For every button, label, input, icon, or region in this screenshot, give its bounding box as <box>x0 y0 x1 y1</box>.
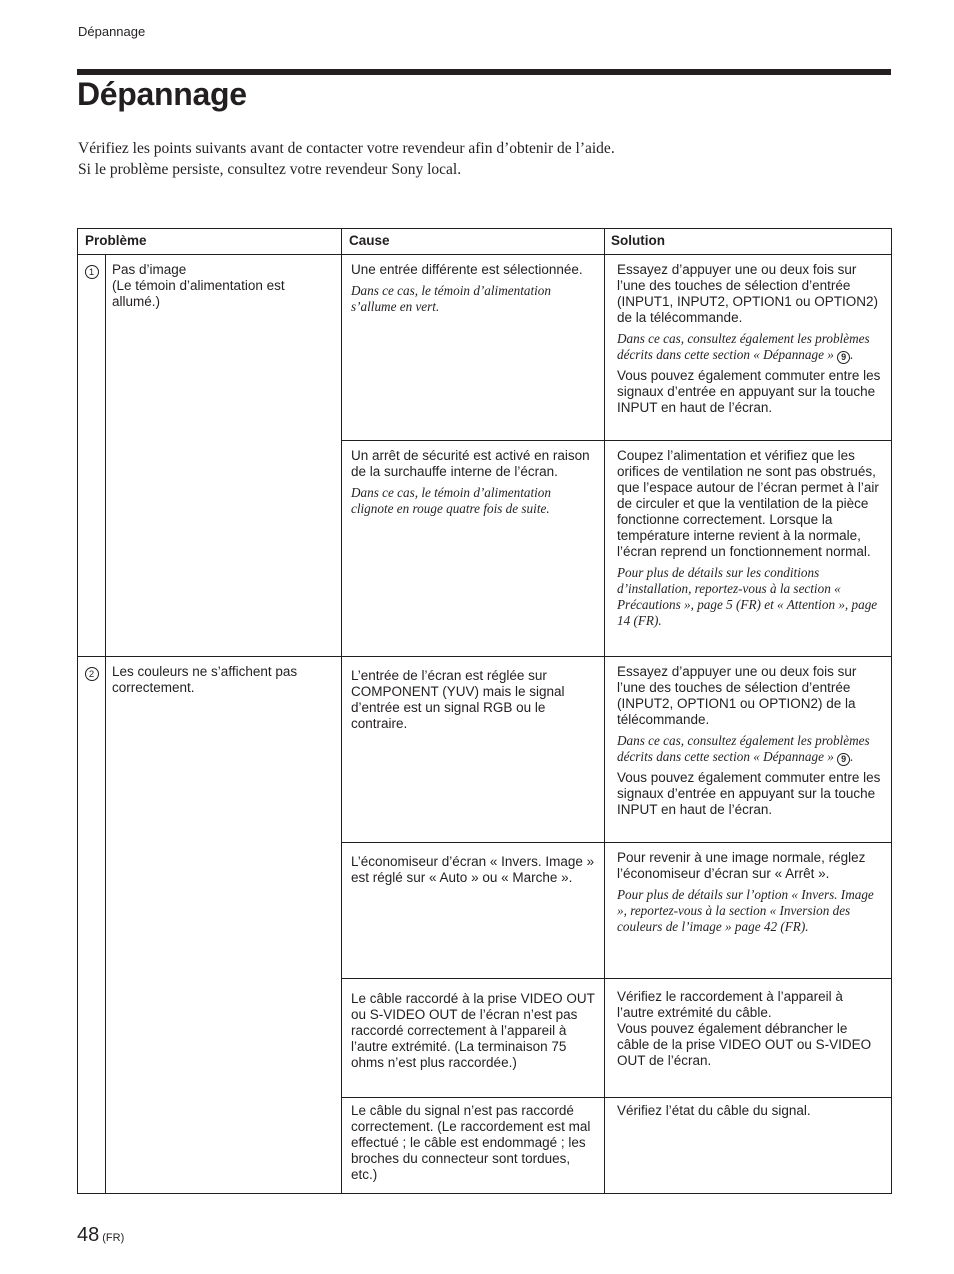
table-row <box>78 255 892 441</box>
solution-cell <box>605 979 892 1098</box>
solution-text: Vérifiez l’état du câble du signal. <box>617 1103 811 1118</box>
cause-cell <box>342 255 605 441</box>
running-header: Dépannage <box>78 24 146 39</box>
solution-cell <box>605 255 892 441</box>
problem-text: (Le témoin d’alimentation est allumé.) <box>112 278 285 309</box>
cause-text: L’entrée de l’écran est réglée sur COMPONENT (YUV) mais le signal d’entrée est un signal RGB ou le contraire. <box>351 668 565 731</box>
cause-cell <box>342 843 605 979</box>
cause-text: Une entrée différente est sélectionnée. <box>351 262 583 277</box>
solution-note: Dans ce cas, consultez également les problèmes décrits dans cette section « Dépannage » 9 . <box>617 733 870 764</box>
section-ref-circled-number: 9 <box>837 753 850 766</box>
solution-note-text: Dans ce cas, consultez également les problèmes décrits dans cette section « Dépannage » <box>617 733 870 764</box>
solution-cell <box>605 1098 892 1194</box>
intro-line-2: Si le problème persiste, consultez votre revendeur Sony local. <box>78 161 462 178</box>
header-solution: Solution <box>605 229 892 255</box>
cause-cell <box>342 1098 605 1194</box>
solution-extra: Vous pouvez également commuter entre les signaux d’entrée en appuyant sur la touche INPUT en haut de l’écran. <box>617 368 881 415</box>
cause-text: Le câble du signal n’est pas raccordé correctement. (Le raccordement est mal effectué ; le câble est endommagé ; les broches du connecteur sont tordues, etc.) <box>351 1103 591 1182</box>
table-row <box>78 657 892 843</box>
page-title: Dépannage <box>77 76 247 112</box>
solution-text: Coupez l’alimentation et vérifiez que les orifices de ventilation ne sont pas obstrués, que l’espace autour de l’écran permet à l’air de circuler et que la ventilation de la pièce fonctionne correctement. Lorsque la température interne revient à la normale, l’écran reprend un fonctionnement normal. <box>617 448 879 559</box>
cause-cell <box>342 441 605 657</box>
problem-cell <box>106 255 342 657</box>
page-number: 48 <box>77 1224 100 1246</box>
solution-text: Essayez d’appuyer une ou deux fois sur l’une des touches de sélection d’entrée (INPUT2, OPTION1 ou OPTION2) de la télécommande. <box>617 664 857 727</box>
intro-line-1: Vérifiez les points suivants avant de contacter votre revendeur afin d’obtenir de l’aide. <box>78 140 615 157</box>
cause-note: Dans ce cas, le témoin d’alimentation s’allume en vert. <box>351 283 551 314</box>
cause-text: Un arrêt de sécurité est activé en raison de la surchauffe interne de l’écran. <box>351 448 590 479</box>
solution-note: Dans ce cas, consultez également les problèmes décrits dans cette section « Dépannage » 9 . <box>617 331 870 362</box>
cause-text: L’économiseur d’écran « Invers. Image » est réglé sur « Auto » ou « Marche ». <box>351 854 595 885</box>
problem-text: Pas d’image <box>112 262 187 277</box>
problem-number <box>78 255 106 657</box>
section-ref-circled-number: 9 <box>837 351 850 364</box>
solution-note: Pour plus de détails sur les conditions d’installation, reportez-vous à la section « Précautions », page 5 (FR) et « Attention », page 14 (FR). <box>617 565 878 628</box>
cause-cell <box>342 657 605 843</box>
solution-text: Essayez d’appuyer une ou deux fois sur l’une des touches de sélection d’entrée (INPUT1, INPUT2, OPTION1 ou OPTION2) de la télécommande. <box>617 262 879 325</box>
header-problem: Problème <box>78 229 342 255</box>
page-lang: (FR) <box>102 1232 125 1244</box>
solution-text: Pour revenir à une image normale, réglez l’économiseur d’écran sur « Arrêt ». <box>617 850 866 881</box>
title-rule <box>77 69 891 75</box>
page-footer <box>77 1224 124 1247</box>
solution-extra: Vous pouvez également commuter entre les signaux d’entrée en appuyant sur la touche INPUT en haut de l’écran. <box>617 770 881 817</box>
solution-cell <box>605 441 892 657</box>
cause-cell <box>342 979 605 1098</box>
solution-cell <box>605 843 892 979</box>
solution-note-text: Dans ce cas, consultez également les problèmes décrits dans cette section « Dépannage » <box>617 331 870 362</box>
circled-number: 1 <box>85 265 99 279</box>
problem-text: Les couleurs ne s’affichent pas correctement. <box>112 664 298 695</box>
problem-cell <box>106 657 342 1194</box>
problem-number <box>78 657 106 1194</box>
solution-note: Pour plus de détails sur l’option « Invers. Image », reportez-vous à la section « Inversion des couleurs de l’image » page 42 (FR). <box>617 887 874 934</box>
troubleshooting-table <box>77 228 892 1194</box>
header-cause: Cause <box>342 229 605 255</box>
cause-text: Le câble raccordé à la prise VIDEO OUT ou S-VIDEO OUT de l’écran n’est pas raccordé correctement à l’appareil à l’autre extrémité. (La terminaison 75 ohms n’est plus raccordée.) <box>351 991 595 1070</box>
solution-cell <box>605 657 892 843</box>
intro-text <box>78 138 615 180</box>
cause-note: Dans ce cas, le témoin d’alimentation clignote en rouge quatre fois de suite. <box>351 485 551 516</box>
solution-text: Vérifiez le raccordement à l’appareil à l’autre extrémité du câble. <box>617 989 843 1020</box>
circled-number: 2 <box>85 667 99 681</box>
table-header-row <box>78 229 892 255</box>
solution-extra: Vous pouvez également débrancher le câble de la prise VIDEO OUT ou S-VIDEO OUT de l’écran. <box>617 1021 872 1068</box>
